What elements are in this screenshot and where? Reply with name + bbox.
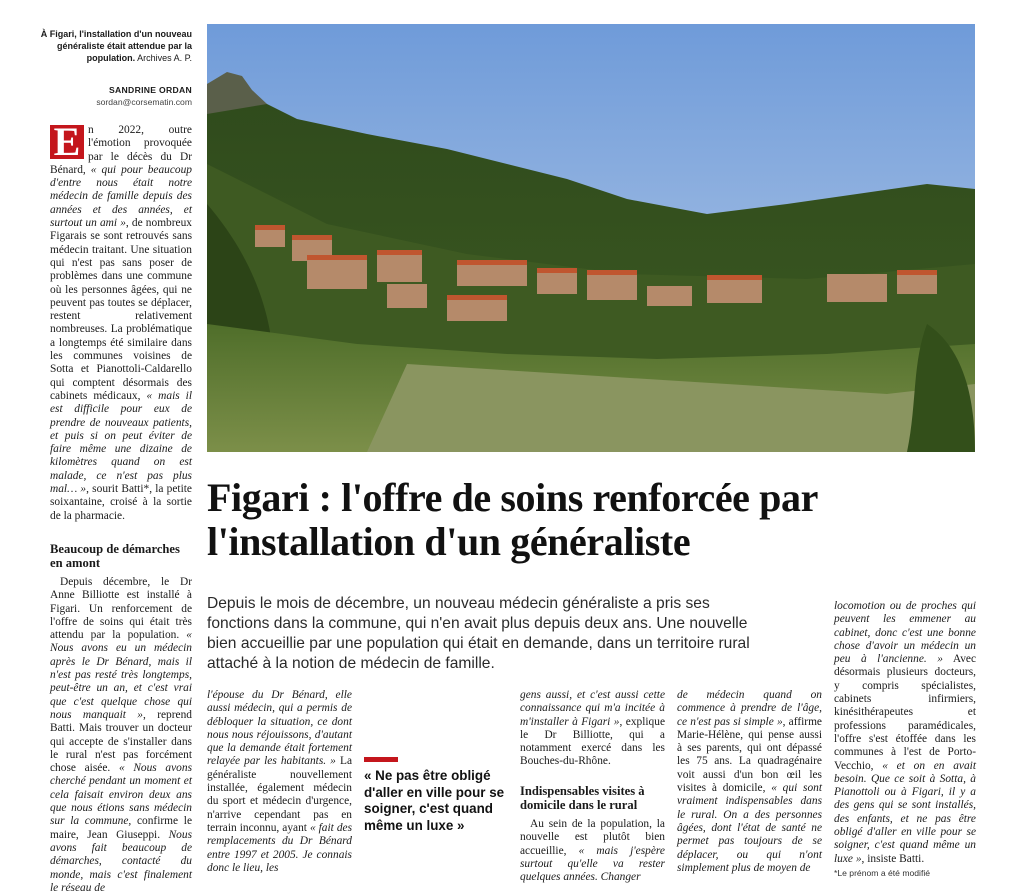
byline — [40, 84, 192, 108]
quote-run: « Nous avons cherché pendant un moment et cela faisait environ deux ans que nous étions sans médecin sur la commune, — [50, 762, 193, 828]
quote-run: de médecin quand on commence à prendre de l'âge, ce n'est pas si simple » — [677, 689, 822, 728]
subhead-visites: Indispensables visites à domicile dans le rural — [520, 784, 645, 812]
quote-run: « mais il est difficile pour eux de prendre de nouveaux patients, et puis si on peut éviter de faire même une dizaine de kilomètres quand on est malade, ce n'est pas plus mal… » — [50, 389, 192, 496]
text-run: Depuis décembre, le Dr Anne Billiotte est installé à Figari. Un renforcement de l'offre de soins qui était très attendu par la population. — [50, 576, 192, 642]
text-run: , sourit Batti*, la petite soixantaine, croisé à la sortie de la pharmacie. — [50, 483, 192, 522]
column-3-continued — [520, 818, 665, 884]
quote-run: Nous avons fait beaucoup de démarches, contacté du monde, mais c'est finalement le réseau de — [50, 828, 192, 894]
text-run: confirme le maire, Jean Giuseppi. — [50, 815, 192, 841]
village-photo — [207, 24, 975, 452]
headline: Figari : l'offre de soins renforcée par l'installation d'un généraliste — [207, 475, 818, 564]
quote-run: « qui pour beaucoup d'entre nous était notre médecin de famille depuis des années et des années, et surtout un ami » — [50, 163, 192, 230]
pull-quote: « Ne pas être obligé d'aller en ville pour se soigner, c'est quand même un luxe » — [364, 768, 505, 833]
text-run: Avec désormais plusieurs docteurs, y compris spécialistes, cabinets infirmiers, kinésithérapeutes et professions paramédicales, l'offre s'est étoffée dans les communes à l'est de Porto-Vecchio, — [834, 653, 977, 772]
subhead-demarches: Beaucoup de démarches en amont — [50, 542, 180, 570]
text-run: , affirme Marie-Hélène, qui pense aussi à ses parents, qui ont dépassé les 75 ans. La quadragénaire voit aussi d'un bon œil les visites à domicile, — [677, 715, 822, 795]
quote-run: « et on en avait besoin. Que ce soit à Sotta, à Pianottoli ou à Figari, il y a des gens qui se sont installés, des enfants, et ne pas être obligé d'aller en ville pour se soigner, c'est quand même un luxe » — [834, 759, 976, 865]
text-run: n 2022, outre l'émotion provoquée par le décès du Dr Bénard, — [50, 124, 192, 176]
column-3 — [520, 689, 665, 769]
column-5 — [834, 600, 976, 866]
quote-run: « Nous avons eu un médecin après le Dr Bénard, mais il n'est pas resté très longtemps, peut-être un an, et c'est vrai que c'est quelque chose qui nous manquait » — [50, 629, 192, 721]
paragraph — [520, 818, 665, 884]
column-1 — [50, 119, 192, 523]
standfirst: Depuis le mois de décembre, un nouveau médecin généraliste a pris ses fonctions dans la commune, qui n'en avait plus depuis deux ans. Une nouvelle bien accueillie par une population qui était en demande, dans un territoire rural attaché à la notion de médecin de famille. — [207, 595, 750, 672]
quote-accent-bar — [364, 757, 398, 762]
photo-caption — [40, 28, 192, 64]
drop-cap: E — [50, 125, 84, 159]
quote-run: « qui sont vraiment indispensables dans le rural. On a des personnes âgées, dont l'état de santé ne permet pas toujours de se déplacer, ou qui n'ont simplement plus de moyen de — [677, 782, 822, 874]
paragraph — [677, 689, 822, 875]
text-run: , reprend Batti. Mais trouver un docteur qui accepte de s'installer dans le rural n'est pas forcément chose aisée. — [50, 708, 192, 775]
caption-text: À Figari, l'installation d'un nouveau généraliste était attendue par la population. — [40, 29, 192, 63]
intro-paragraph — [50, 119, 192, 523]
text-run: , explique le Dr Billiotte, qui a notamment exercé dans les Bouches-du-Rhône. — [520, 715, 665, 768]
paragraph — [207, 689, 352, 875]
caption-credit: Archives A. P. — [137, 53, 192, 63]
paragraph — [834, 600, 976, 866]
column-4 — [677, 689, 822, 875]
landscape-illustration — [207, 24, 975, 452]
paragraph — [50, 576, 192, 895]
text-run: , de nombreux Figarais se sont retrouvés sans médecin traitant. Une situation qui n'est pas sans poser de problèmes dans une commune où les personnes âgées, qui ne peuvent pas toutes se déplacer, restent relativement nombreuses. La problématique a longtemps été similaire dans les communes voisines de Sotta et Pianottoli-Caldarello qui comptent désormais des cabinets médicaux, — [50, 217, 192, 402]
column-1-continued — [50, 576, 192, 895]
footnote: *Le prénom a été modifié — [834, 868, 931, 878]
column-2 — [207, 689, 352, 875]
quote-run: locomotion ou de proches qui peuvent les emmener au cabinet, donc c'est une bonne chose d'avoir un médecin un peu à l'ancienne. » — [834, 600, 976, 666]
quote-run: gens aussi, et c'est aussi cette connaissance qui m'a incitée à m'installer à Figari » — [520, 689, 665, 728]
text-run: , insiste Batti. — [861, 852, 925, 865]
author-name: SANDRINE ORDAN — [109, 85, 192, 95]
quote-run: « mais j'espère surtout qu'elle va rester quelques années. Changer — [520, 844, 665, 884]
author-email: sordan@corsematin.com — [96, 97, 192, 107]
quote-run: « fait des remplacements du Dr Bénard entre 1997 et 2005. Je connais donc le lieu, les — [207, 821, 353, 874]
paragraph — [520, 689, 665, 769]
quote-run: l'épouse du Dr Bénard, elle aussi médecin, qui a permis de débloquer la situation, ce dont nous nous réjouissons, d'autant que la demande était fortement relayée par les habitants. » — [207, 689, 352, 768]
text-run: Au sein de la population, la nouvelle est plutôt bien accueillie, — [520, 818, 665, 857]
text-run: La généraliste nouvellement installée, également médecin du sport et médecin d'urgence, n'arrive cependant pas en terrain inconnu, ayant — [207, 755, 352, 834]
